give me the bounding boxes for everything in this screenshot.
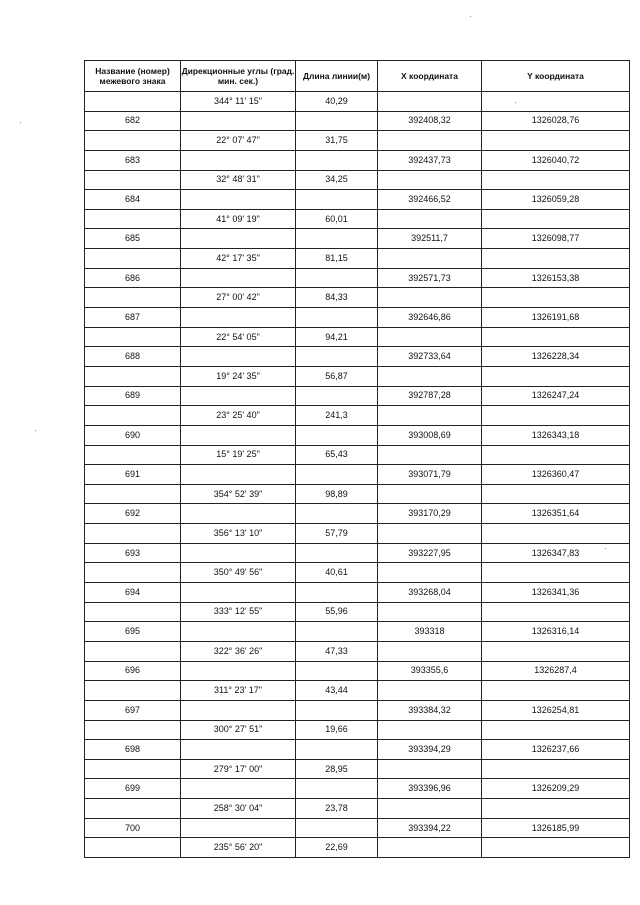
line-length: 55,96 — [296, 602, 378, 622]
y-coordinate: 1326287,4 — [482, 661, 630, 681]
table-row-segment — [85, 170, 630, 190]
line-length: 65,43 — [296, 445, 378, 465]
scan-speck — [470, 16, 471, 17]
boundary-coordinates-table — [84, 60, 630, 858]
angle-cell — [181, 779, 296, 799]
y-coordinate — [482, 92, 630, 112]
length-cell — [296, 190, 378, 210]
table-row-segment — [85, 563, 630, 583]
direction-angle: 258° 30' 04" — [181, 799, 296, 819]
header-length: Длина линии(м) — [296, 61, 378, 92]
x-coordinate: 392733,64 — [378, 347, 482, 367]
x-coordinate — [378, 799, 482, 819]
table-row-point — [85, 229, 630, 249]
direction-angle: 350° 49' 56" — [181, 563, 296, 583]
direction-angle: 22° 54' 05" — [181, 327, 296, 347]
point-name: 691 — [85, 465, 181, 485]
direction-angle: 32° 48' 31" — [181, 170, 296, 190]
direction-angle: 279° 17' 00" — [181, 759, 296, 779]
scan-speck — [605, 548, 606, 549]
point-name — [85, 170, 181, 190]
line-length: 94,21 — [296, 327, 378, 347]
angle-cell — [181, 622, 296, 642]
x-coordinate — [378, 131, 482, 151]
x-coordinate — [378, 92, 482, 112]
x-coordinate — [378, 327, 482, 347]
y-coordinate — [482, 484, 630, 504]
length-cell — [296, 740, 378, 760]
length-cell — [296, 229, 378, 249]
table-row-segment — [85, 92, 630, 112]
point-name — [85, 681, 181, 701]
length-cell — [296, 583, 378, 603]
angle-cell — [181, 740, 296, 760]
table-row-point — [85, 700, 630, 720]
y-coordinate: 1326341,36 — [482, 583, 630, 603]
point-name — [85, 838, 181, 858]
angle-cell — [181, 386, 296, 406]
table-row-point — [85, 543, 630, 563]
x-coordinate — [378, 720, 482, 740]
x-coordinate: 393008,69 — [378, 425, 482, 445]
y-coordinate: 1326185,99 — [482, 818, 630, 838]
x-coordinate: 393396,96 — [378, 779, 482, 799]
angle-cell — [181, 543, 296, 563]
table-row-segment — [85, 484, 630, 504]
line-length: 31,75 — [296, 131, 378, 151]
y-coordinate: 1326228,34 — [482, 347, 630, 367]
table-row-point — [85, 504, 630, 524]
point-name — [85, 327, 181, 347]
table-row-point — [85, 347, 630, 367]
header-name: Название (номер) межевого знака — [85, 61, 181, 92]
y-coordinate — [482, 170, 630, 190]
x-coordinate — [378, 681, 482, 701]
table-row-segment — [85, 799, 630, 819]
length-cell — [296, 779, 378, 799]
y-coordinate: 1326098,77 — [482, 229, 630, 249]
point-name: 695 — [85, 622, 181, 642]
line-length: 57,79 — [296, 524, 378, 544]
table-row-segment — [85, 641, 630, 661]
length-cell — [296, 347, 378, 367]
table-row-segment — [85, 759, 630, 779]
x-coordinate — [378, 170, 482, 190]
point-name — [85, 209, 181, 229]
table-row-segment — [85, 838, 630, 858]
angle-cell — [181, 583, 296, 603]
direction-angle: 356° 13' 10" — [181, 524, 296, 544]
angle-cell — [181, 818, 296, 838]
table-row-segment — [85, 445, 630, 465]
length-cell — [296, 268, 378, 288]
point-name: 700 — [85, 818, 181, 838]
direction-angle: 354° 52' 39" — [181, 484, 296, 504]
y-coordinate — [482, 563, 630, 583]
y-coordinate: 1326347,83 — [482, 543, 630, 563]
angle-cell — [181, 268, 296, 288]
length-cell — [296, 543, 378, 563]
y-coordinate: 1326316,14 — [482, 622, 630, 642]
y-coordinate — [482, 759, 630, 779]
x-coordinate: 393355,6 — [378, 661, 482, 681]
y-coordinate — [482, 366, 630, 386]
x-coordinate — [378, 366, 482, 386]
y-coordinate: 1326040,72 — [482, 150, 630, 170]
y-coordinate — [482, 327, 630, 347]
angle-cell — [181, 661, 296, 681]
direction-angle: 322° 36' 26" — [181, 641, 296, 661]
y-coordinate — [482, 720, 630, 740]
angle-cell — [181, 229, 296, 249]
point-name: 687 — [85, 308, 181, 328]
point-name: 697 — [85, 700, 181, 720]
point-name — [85, 249, 181, 269]
length-cell — [296, 661, 378, 681]
angle-cell — [181, 504, 296, 524]
x-coordinate: 392437,73 — [378, 150, 482, 170]
line-length: 40,29 — [296, 92, 378, 112]
angle-cell — [181, 425, 296, 445]
point-name: 688 — [85, 347, 181, 367]
table-row-segment — [85, 406, 630, 426]
y-coordinate — [482, 445, 630, 465]
table-row-segment — [85, 249, 630, 269]
angle-cell — [181, 308, 296, 328]
table-row-point — [85, 661, 630, 681]
point-name: 682 — [85, 111, 181, 131]
line-length: 28,95 — [296, 759, 378, 779]
y-coordinate: 1326059,28 — [482, 190, 630, 210]
direction-angle: 15° 19' 25" — [181, 445, 296, 465]
direction-angle: 235° 56' 20" — [181, 838, 296, 858]
y-coordinate — [482, 681, 630, 701]
x-coordinate: 393394,22 — [378, 818, 482, 838]
header-y: Y координата — [482, 61, 630, 92]
angle-cell — [181, 465, 296, 485]
point-name: 685 — [85, 229, 181, 249]
length-cell — [296, 111, 378, 131]
x-coordinate: 392571,73 — [378, 268, 482, 288]
line-length: 23,78 — [296, 799, 378, 819]
table-row-point — [85, 779, 630, 799]
y-coordinate: 1326209,29 — [482, 779, 630, 799]
x-coordinate — [378, 838, 482, 858]
direction-angle: 27° 00' 42" — [181, 288, 296, 308]
x-coordinate: 392787,28 — [378, 386, 482, 406]
angle-cell — [181, 190, 296, 210]
y-coordinate — [482, 288, 630, 308]
line-length: 22,69 — [296, 838, 378, 858]
table-row-segment — [85, 524, 630, 544]
y-coordinate — [482, 406, 630, 426]
line-length: 81,15 — [296, 249, 378, 269]
point-name: 693 — [85, 543, 181, 563]
direction-angle: 344° 11' 15" — [181, 92, 296, 112]
header-angle: Дирекционные углы (град. мин. сек.) — [181, 61, 296, 92]
y-coordinate — [482, 249, 630, 269]
x-coordinate: 393227,95 — [378, 543, 482, 563]
line-length: 84,33 — [296, 288, 378, 308]
header-row — [85, 61, 630, 92]
point-name — [85, 799, 181, 819]
line-length: 40,61 — [296, 563, 378, 583]
table-row-segment — [85, 720, 630, 740]
point-name — [85, 288, 181, 308]
line-length: 60,01 — [296, 209, 378, 229]
table-row-point — [85, 268, 630, 288]
length-cell — [296, 465, 378, 485]
x-coordinate: 392511,7 — [378, 229, 482, 249]
y-coordinate — [482, 799, 630, 819]
length-cell — [296, 700, 378, 720]
direction-angle: 300° 27' 51" — [181, 720, 296, 740]
point-name: 690 — [85, 425, 181, 445]
x-coordinate: 393170,29 — [378, 504, 482, 524]
x-coordinate — [378, 209, 482, 229]
point-name — [85, 524, 181, 544]
scan-speck — [20, 122, 21, 123]
point-name: 684 — [85, 190, 181, 210]
line-length: 19,66 — [296, 720, 378, 740]
point-name — [85, 366, 181, 386]
length-cell — [296, 818, 378, 838]
table-row-segment — [85, 602, 630, 622]
angle-cell — [181, 150, 296, 170]
table-row-point — [85, 308, 630, 328]
angle-cell — [181, 347, 296, 367]
point-name — [85, 563, 181, 583]
line-length: 56,87 — [296, 366, 378, 386]
x-coordinate — [378, 484, 482, 504]
point-name: 699 — [85, 779, 181, 799]
point-name: 692 — [85, 504, 181, 524]
line-length: 43,44 — [296, 681, 378, 701]
line-length: 34,25 — [296, 170, 378, 190]
x-coordinate: 393318 — [378, 622, 482, 642]
table-row-segment — [85, 327, 630, 347]
y-coordinate: 1326237,66 — [482, 740, 630, 760]
length-cell — [296, 622, 378, 642]
scan-speck — [35, 430, 36, 431]
y-coordinate: 1326028,76 — [482, 111, 630, 131]
point-name: 696 — [85, 661, 181, 681]
table-row-point — [85, 111, 630, 131]
y-coordinate: 1326254,81 — [482, 700, 630, 720]
x-coordinate: 393384,32 — [378, 700, 482, 720]
point-name — [85, 720, 181, 740]
x-coordinate — [378, 445, 482, 465]
line-length: 241,3 — [296, 406, 378, 426]
line-length: 47,33 — [296, 641, 378, 661]
table-row-point — [85, 190, 630, 210]
direction-angle: 42° 17' 35" — [181, 249, 296, 269]
point-name — [85, 406, 181, 426]
x-coordinate — [378, 524, 482, 544]
x-coordinate — [378, 602, 482, 622]
table-row-point — [85, 386, 630, 406]
x-coordinate — [378, 288, 482, 308]
header-x: X координата — [378, 61, 482, 92]
table-row-point — [85, 425, 630, 445]
length-cell — [296, 308, 378, 328]
table-row-segment — [85, 681, 630, 701]
y-coordinate: 1326343,18 — [482, 425, 630, 445]
point-name: 683 — [85, 150, 181, 170]
y-coordinate — [482, 602, 630, 622]
table-row-segment — [85, 131, 630, 151]
y-coordinate: 1326191,68 — [482, 308, 630, 328]
direction-angle: 19° 24' 35" — [181, 366, 296, 386]
table-row-point — [85, 740, 630, 760]
x-coordinate: 393394,29 — [378, 740, 482, 760]
y-coordinate: 1326360,47 — [482, 465, 630, 485]
x-coordinate: 392646,86 — [378, 308, 482, 328]
scan-speck — [515, 102, 516, 103]
point-name — [85, 92, 181, 112]
point-name: 686 — [85, 268, 181, 288]
direction-angle: 311° 23' 17" — [181, 681, 296, 701]
table-row-point — [85, 622, 630, 642]
point-name: 689 — [85, 386, 181, 406]
point-name: 698 — [85, 740, 181, 760]
y-coordinate — [482, 524, 630, 544]
length-cell — [296, 425, 378, 445]
x-coordinate: 393268,04 — [378, 583, 482, 603]
y-coordinate — [482, 641, 630, 661]
y-coordinate: 1326153,38 — [482, 268, 630, 288]
table-row-segment — [85, 366, 630, 386]
direction-angle: 41° 09' 19" — [181, 209, 296, 229]
angle-cell — [181, 111, 296, 131]
x-coordinate — [378, 759, 482, 779]
y-coordinate: 1326247,24 — [482, 386, 630, 406]
x-coordinate — [378, 249, 482, 269]
length-cell — [296, 504, 378, 524]
point-name — [85, 445, 181, 465]
y-coordinate — [482, 131, 630, 151]
y-coordinate — [482, 838, 630, 858]
y-coordinate: 1326351,64 — [482, 504, 630, 524]
y-coordinate — [482, 209, 630, 229]
point-name — [85, 641, 181, 661]
point-name — [85, 131, 181, 151]
x-coordinate — [378, 406, 482, 426]
table-row-segment — [85, 288, 630, 308]
table-row-segment — [85, 209, 630, 229]
line-length: 98,89 — [296, 484, 378, 504]
table-row-point — [85, 818, 630, 838]
x-coordinate: 392408,32 — [378, 111, 482, 131]
direction-angle: 333° 12' 55" — [181, 602, 296, 622]
direction-angle: 22° 07' 47" — [181, 131, 296, 151]
x-coordinate: 393071,79 — [378, 465, 482, 485]
length-cell — [296, 386, 378, 406]
x-coordinate: 392466,52 — [378, 190, 482, 210]
table-row-point — [85, 465, 630, 485]
x-coordinate — [378, 563, 482, 583]
table-row-point — [85, 583, 630, 603]
x-coordinate — [378, 641, 482, 661]
direction-angle: 23° 25' 40" — [181, 406, 296, 426]
table-row-point — [85, 150, 630, 170]
angle-cell — [181, 700, 296, 720]
point-name — [85, 759, 181, 779]
table-body — [85, 92, 630, 858]
point-name — [85, 484, 181, 504]
point-name — [85, 602, 181, 622]
point-name: 694 — [85, 583, 181, 603]
length-cell — [296, 150, 378, 170]
